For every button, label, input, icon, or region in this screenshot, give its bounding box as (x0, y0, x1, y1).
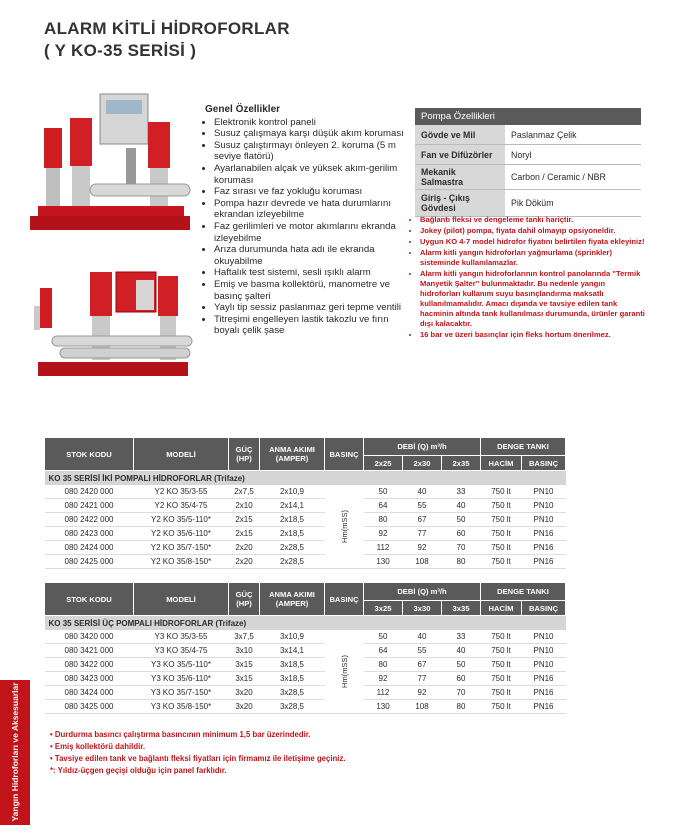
table-cell: 50 (442, 658, 481, 672)
col-basinc-tank: BASINÇ (522, 601, 566, 616)
product-table-two-pump (44, 437, 566, 569)
table-cell: 750 lt (481, 658, 522, 672)
table-cell: Y3 KO 35/5-110* (134, 658, 229, 672)
red-notes (413, 215, 645, 341)
col-anma-akimi: ANMA AKIMI (AMPER) (260, 438, 325, 471)
feature-item: • Emiş ve basma kollektörü, manometre ve basınç şalteri (214, 279, 410, 302)
col-stok-kodu: STOK KODU (45, 583, 134, 616)
table-cell: PN16 (522, 555, 566, 569)
table-cell: 3x18,5 (260, 672, 325, 686)
col-debi-sub: 3x25 (364, 601, 403, 616)
spec-key: Fan ve Difüzörler (415, 145, 505, 165)
table-cell: 2x20 (229, 555, 260, 569)
table-cell: PN16 (522, 700, 566, 714)
table-cell: 130 (364, 555, 403, 569)
table-cell: 080 3425 000 (45, 700, 134, 714)
table-cell: 92 (403, 686, 442, 700)
table-cell: 080 2423 000 (45, 527, 134, 541)
table-cell: 92 (364, 672, 403, 686)
feature-item: • Susuz çalışmaya karşı düşük akım koruması (214, 128, 410, 140)
table-row (45, 630, 566, 644)
feature-item: • Titreşimi engelleyen lastik takozlu ve fırın boyalı çelik şase (214, 314, 410, 337)
table-cell: 60 (442, 672, 481, 686)
table-cell: 750 lt (481, 700, 522, 714)
feature-item: • Susuz çalıştırmayı önleyen 2. koruma (5 m seviye flatörü) (214, 140, 410, 163)
feature-item: • Arıza durumunda hata adı ile ekranda okuyabilme (214, 244, 410, 267)
table-cell: 64 (364, 499, 403, 513)
table-cell: 3x10 (229, 644, 260, 658)
table-cell: 55 (403, 644, 442, 658)
product-table-three-pump (44, 582, 566, 714)
table-cell: 2x14,1 (260, 499, 325, 513)
table-cell: 33 (442, 485, 481, 499)
col-stok-kodu: STOK KODU (45, 438, 134, 471)
spec-value: Carbon / Ceramic / NBR (505, 165, 641, 190)
table-cell: 3x18,5 (260, 658, 325, 672)
table-cell: 92 (364, 527, 403, 541)
table-cell: 60 (442, 527, 481, 541)
table-cell: 750 lt (481, 541, 522, 555)
table-cell: 80 (442, 555, 481, 569)
table-cell: 080 2422 000 (45, 513, 134, 527)
table-cell: Y3 KO 35/3-55 (134, 630, 229, 644)
table-cell: Y3 KO 35/8-150* (134, 700, 229, 714)
table-cell: PN10 (522, 630, 566, 644)
col-debi-sub: 3x30 (403, 601, 442, 616)
table-cell: PN10 (522, 513, 566, 527)
feature-item: • Ayarlanabilen alçak ve yüksek akım-gerilim koruması (214, 163, 410, 186)
table-cell: 080 3420 000 (45, 630, 134, 644)
table-cell: Y2 KO 35/3-55 (134, 485, 229, 499)
table-cell: 3x20 (229, 700, 260, 714)
col-debi: DEBİ (Q) m³/h (364, 438, 481, 456)
table-cell: 750 lt (481, 513, 522, 527)
col-basinc: BASINÇ (325, 583, 364, 616)
table-row (45, 527, 566, 541)
spec-value: Paslanmaz Çelik (505, 125, 641, 145)
footnotes (44, 729, 564, 777)
footnote-item: • Durdurma basıncı çalıştırma basıncının minimum 1,5 bar üzerindedir. (50, 730, 311, 739)
table-cell: 750 lt (481, 672, 522, 686)
table-row (45, 485, 566, 499)
table-cell: 77 (403, 527, 442, 541)
table-cell: PN10 (522, 485, 566, 499)
table-cell: 92 (403, 541, 442, 555)
table-cell: 2x18,5 (260, 527, 325, 541)
table-section-title: KO 35 SERİSİ ÜÇ POMPALI HİDROFORLAR (Trifaze) (45, 616, 566, 631)
spec-key: Giriş - Çıkış Gövdesi (415, 190, 505, 217)
table-cell: 080 3424 000 (45, 686, 134, 700)
table-cell: 080 3422 000 (45, 658, 134, 672)
table-cell: 2x10 (229, 499, 260, 513)
table-cell: PN10 (522, 644, 566, 658)
table-row (45, 499, 566, 513)
footnote-item: • Emiş kollektörü dahildir. (50, 742, 146, 751)
table-row (45, 700, 566, 714)
col-debi-sub: 2x35 (442, 456, 481, 471)
table-cell: 70 (442, 686, 481, 700)
table-cell: 750 lt (481, 630, 522, 644)
table-cell: 80 (364, 513, 403, 527)
table-cell: 750 lt (481, 644, 522, 658)
table-row (45, 658, 566, 672)
footnote-item: *: Yıldız-üçgen geçişi olduğu için panel farklıdır. (50, 766, 227, 775)
product-photo-three-pump (30, 266, 195, 384)
table-cell: 67 (403, 513, 442, 527)
table-cell: PN16 (522, 686, 566, 700)
red-note-item: • Bağlantı fleksi ve dengeleme tankı hariçtir. (420, 215, 645, 225)
feature-item: • Faz gerilimleri ve motor akımlarını ekranda izleyebilme (214, 221, 410, 244)
table-cell: 40 (442, 499, 481, 513)
side-tab-label: Yangın Hidroforları ve Aksesuarlar (10, 682, 20, 822)
table-row (45, 672, 566, 686)
table-cell: 2x20 (229, 541, 260, 555)
table-cell: 3x7,5 (229, 630, 260, 644)
table-row (45, 541, 566, 555)
col-basinc-tank: BASINÇ (522, 456, 566, 471)
table-cell: 2x18,5 (260, 513, 325, 527)
basinc-unit-cell (325, 630, 364, 714)
table-cell: Y3 KO 35/7-150* (134, 686, 229, 700)
table-cell: 67 (403, 658, 442, 672)
col-basinc: BASINÇ (325, 438, 364, 471)
col-modeli: MODELİ (134, 438, 229, 471)
col-guc: GÜÇ (HP) (229, 438, 260, 471)
table-cell: 2x10,9 (260, 485, 325, 499)
table-cell: Y2 KO 35/4-75 (134, 499, 229, 513)
page-title (44, 18, 290, 62)
table-cell: 70 (442, 541, 481, 555)
col-modeli: MODELİ (134, 583, 229, 616)
table-cell: 40 (403, 630, 442, 644)
table-cell: Y2 KO 35/6-110* (134, 527, 229, 541)
table-cell: 3x15 (229, 672, 260, 686)
table-cell: 080 3421 000 (45, 644, 134, 658)
spec-value: Noryl (505, 145, 641, 165)
table-cell: 3x28,5 (260, 686, 325, 700)
specs-header: Pompa Özellikleri (415, 108, 641, 125)
table-cell: 080 2424 000 (45, 541, 134, 555)
col-debi: DEBİ (Q) m³/h (364, 583, 481, 601)
table-cell: 3x28,5 (260, 700, 325, 714)
table-row (45, 513, 566, 527)
red-note-item: • Alarm kitli yangın hidroforlarının kontrol panolarında "Termik Manyetik Şalter" bulunmaktadır. Bu nedenle yangın hidroforları kullanım suyu basınçlandırma maksatlı kullanılmamalıdır. Amacı dışında ve tavsiye edilen tank hacminin altında tank kullanılması durumunda, ürünler garanti dışı kalacaktır. (420, 269, 645, 329)
col-guc: GÜÇ (HP) (229, 583, 260, 616)
table-cell: PN16 (522, 672, 566, 686)
table-cell: 130 (364, 700, 403, 714)
table-cell: 77 (403, 672, 442, 686)
col-denge-tanki: DENGE TANKI (481, 438, 566, 456)
col-debi-sub: 3x35 (442, 601, 481, 616)
feature-item: • Haftalık test sistemi, sesli ışıklı alarm (214, 267, 410, 279)
table-cell: 080 2421 000 (45, 499, 134, 513)
table-cell: 108 (403, 555, 442, 569)
table-cell: 3x20 (229, 686, 260, 700)
table-cell: 750 lt (481, 555, 522, 569)
table-cell: Y3 KO 35/4-75 (134, 644, 229, 658)
col-anma-akimi: ANMA AKIMI (AMPER) (260, 583, 325, 616)
table-cell: 2x15 (229, 527, 260, 541)
footnote-item: • Tavsiye edilen tank ve bağlantı fleksi fiyatları için firmamız ile iletişime geçiniz. (50, 754, 346, 763)
table-row (45, 686, 566, 700)
table-cell: 55 (403, 499, 442, 513)
col-hacim: HACİM (481, 456, 522, 471)
basinc-unit-label: Hm(mSS) (339, 510, 349, 543)
table-cell: 33 (442, 630, 481, 644)
product-photo-two-pump (30, 88, 195, 258)
feature-item: • Elektronik kontrol paneli (214, 117, 410, 129)
table-cell: 112 (364, 686, 403, 700)
table-cell: Y2 KO 35/8-150* (134, 555, 229, 569)
table-section-title: KO 35 SERİSİ İKİ POMPALI HİDROFORLAR (Trifaze) (45, 471, 566, 486)
table-cell: Y2 KO 35/5-110* (134, 513, 229, 527)
basinc-unit-label: Hm(mSS) (339, 655, 349, 688)
table-cell: 750 lt (481, 499, 522, 513)
features-heading: Genel Özellikler (205, 104, 281, 115)
col-debi-sub: 2x25 (364, 456, 403, 471)
table-cell: 080 2425 000 (45, 555, 134, 569)
red-note-item: • Jokey (pilot) pompa, fiyata dahil olmayıp opsiyoneldir. (420, 226, 645, 236)
table-cell: 112 (364, 541, 403, 555)
basinc-unit-cell (325, 485, 364, 569)
table-cell: 3x15 (229, 658, 260, 672)
table-cell: 080 2420 000 (45, 485, 134, 499)
table-cell: 3x10,9 (260, 630, 325, 644)
table-row (45, 644, 566, 658)
col-hacim: HACİM (481, 601, 522, 616)
red-note-item: • Alarm kitli yangın hidroforları yağmurlama (sprinkler) sisteminde kullanılamazlar. (420, 248, 645, 268)
table-cell: 108 (403, 700, 442, 714)
red-note-item: • 16 bar ve üzeri basınçlar için fleks hortum önerilmez. (420, 330, 645, 340)
spec-value: Pik Döküm (505, 190, 641, 217)
table-cell: Y3 KO 35/6-110* (134, 672, 229, 686)
table-cell: PN10 (522, 499, 566, 513)
table-cell: 2x28,5 (260, 541, 325, 555)
table-cell: 2x7,5 (229, 485, 260, 499)
feature-item: • Faz sırası ve faz yokluğu koruması (214, 186, 410, 198)
table-cell: 50 (442, 513, 481, 527)
table-cell: PN16 (522, 527, 566, 541)
spec-key: Gövde ve Mil (415, 125, 505, 145)
table-cell: 40 (403, 485, 442, 499)
spec-key: Mekanik Salmastra (415, 165, 505, 190)
red-note-item: • Uygun KO 4-7 model hidrofor fiyatını belirtilen fiyata ekleyiniz! (420, 237, 645, 247)
pump-specs-table (415, 108, 641, 217)
feature-item: • Yaylı tip sessiz paslanmaz geri tepme ventili (214, 302, 410, 314)
table-cell: 50 (364, 630, 403, 644)
table-cell: 2x15 (229, 513, 260, 527)
table-cell: PN10 (522, 658, 566, 672)
table-row (45, 555, 566, 569)
table-cell: 750 lt (481, 485, 522, 499)
col-debi-sub: 2x30 (403, 456, 442, 471)
table-cell: 64 (364, 644, 403, 658)
table-cell: 50 (364, 485, 403, 499)
table-cell: 3x14,1 (260, 644, 325, 658)
side-category-tab (0, 680, 30, 825)
table-cell: 750 lt (481, 527, 522, 541)
table-cell: 40 (442, 644, 481, 658)
general-features (205, 104, 410, 337)
table-cell: PN16 (522, 541, 566, 555)
col-denge-tanki: DENGE TANKI (481, 583, 566, 601)
table-cell: 750 lt (481, 686, 522, 700)
table-cell: 80 (442, 700, 481, 714)
table-cell: 80 (364, 658, 403, 672)
title-line-2: ( Y KO-35 SERİSİ ) (44, 41, 197, 60)
table-cell: 2x28,5 (260, 555, 325, 569)
table-cell: 080 3423 000 (45, 672, 134, 686)
feature-item: • Pompa hazır devrede ve hata durumlarını ekrandan izleyebilme (214, 198, 410, 221)
features-list (205, 117, 410, 337)
title-line-1: ALARM KİTLİ HİDROFORLAR (44, 19, 290, 38)
table-cell: Y2 KO 35/7-150* (134, 541, 229, 555)
